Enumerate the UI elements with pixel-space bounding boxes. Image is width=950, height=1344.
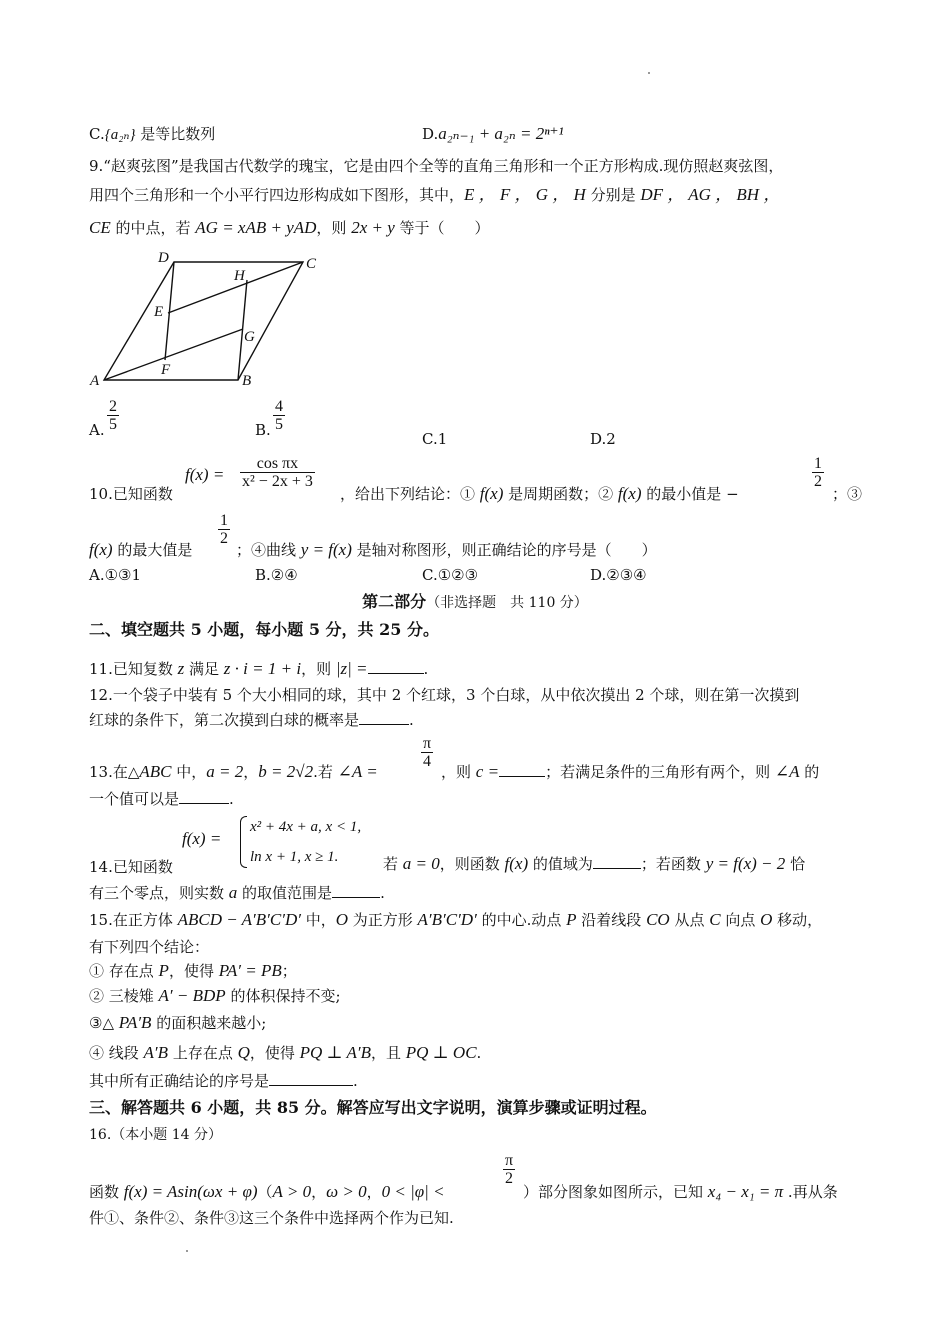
q12-answer-blank[interactable] (359, 724, 409, 725)
q9-option-a: A. $\frac{2}{5}$ (89, 398, 117, 439)
q13-angle-fraction: $\frac{\pi}{4}$ (423, 735, 432, 770)
segment-ag (104, 329, 243, 380)
label-a: A (90, 373, 100, 389)
q9-option-c: C.1 (422, 430, 448, 448)
q14-prefix: 14.已知函数 (89, 858, 173, 876)
q15-answer-blank[interactable] (269, 1085, 353, 1086)
q13-answer-blank-1[interactable] (499, 776, 545, 777)
q11: 11.已知复数 z 满足 z · i = 1 + i，则 |z| = . (89, 659, 429, 678)
q10-prefix: 10.已知函数 (89, 485, 173, 503)
part2-title: 第二部分（非选择题 共 110 分） (362, 592, 588, 611)
section3-heading: 三、解答题共 6 小题，共 85 分。解答应写出文字说明，演算步骤或证明过程。 (89, 1098, 657, 1117)
q15-line1: 15.在正方体 ABCD − A′B′C′D′ 中，O 为正方形 A′B′C′D′ 的中心.动点 P 沿着线段 CO 从点 C 向点 O 移动， (89, 910, 823, 929)
section2-heading: 二、填空题共 5 小题，每小题 5 分，共 25 分。 (89, 620, 439, 639)
q16-phi-fraction: $\frac{\pi}{2}$ (505, 1152, 514, 1187)
q15-statement-1: ① 存在点 P，使得 PA′ = PB； (89, 961, 297, 980)
label-b: B (242, 373, 252, 389)
q9-option-d: D.2 (590, 430, 616, 448)
q8-option-d: D.a₂ₙ₋₁ + a₂ₙ = 2ⁿ⁺¹ (422, 124, 564, 143)
q15-statement-2: ② 三棱雉 A′ − BDP 的体积保持不变; (89, 986, 341, 1005)
q9-figure (88, 248, 328, 393)
q10-option-c: C.①②③ (422, 566, 479, 584)
q14-case1: x² + 4x + a, x < 1, (250, 819, 362, 835)
scan-dot (186, 1250, 188, 1252)
q14-brace (240, 816, 247, 868)
label-d: D (158, 250, 169, 266)
q16-head: 16.（本小题 14 分） (89, 1127, 222, 1143)
q14-line2: 有三个零点，则实数 a 的取值范围是 . (89, 883, 385, 902)
q10-func: f(x) = (185, 465, 225, 484)
q9-line3: CE 的中点，若 AG = xAB + yAD，则 2x + y 等于（ ） (89, 218, 490, 237)
q9-line2: 用四个三角形和一个小平行四边形构成如下图形，其中，E ， F ， G ， H 分别是 DF ， AG ， BH ， (89, 185, 781, 204)
q15-last: 其中所有正确结论的序号是 . (89, 1072, 358, 1090)
q16-line1b: ）部分图象如图所示，已知 x₄ − x₁ = π .再从条 (523, 1182, 838, 1201)
q10-line1-rest: ，给出下列结论：① f(x) 是周期函数；② f(x) 的最小值是 − (340, 484, 739, 503)
q15-statement-4: ④ 线段 A′B 上存在点 Q，使得 PQ ⊥ A′B，且 PQ ⊥ OC. (89, 1043, 482, 1062)
q8-option-c: C.{a₂ₙ} 是等比数列 (89, 125, 216, 143)
q14-case2: ln x + 1, x ≥ 1. (250, 849, 339, 865)
label-c: C (306, 256, 317, 272)
scan-dot (648, 72, 650, 74)
q11-answer-blank[interactable] (368, 673, 424, 674)
label-f: F (161, 362, 171, 378)
q15-line2: 有下列四个结论： (89, 938, 210, 956)
q10-option-a: A.①③1 (89, 566, 142, 584)
label-h: H (234, 268, 245, 284)
q9-option-b: B. $\frac{4}{5}$ (255, 398, 283, 439)
q13-line1a: 13.在△ABC 中，a = 2，b = 2√2.若 ∠A = (89, 762, 378, 781)
q14-func: f(x) = (182, 829, 222, 848)
q14-answer-blank-1[interactable] (593, 868, 641, 869)
q14-answer-blank-2[interactable] (332, 897, 380, 898)
label-e: E (154, 304, 164, 320)
q15-statement-3: ③△ PA′B 的面积越来越小; (89, 1013, 267, 1032)
parallelogram-abcd (104, 262, 303, 380)
q16-line1a: 函数 f(x) = Asin(ωx + φ)（A > 0，ω > 0，0 < |φ| < (89, 1182, 445, 1201)
q9-line1: 9.“赵爽弦图”是我国古代数学的瑰宝，它是由四个全等的直角三角形和一个正方形构成.现仿照赵爽弦图， (89, 157, 784, 175)
q12-line1: 12.一个袋子中装有 5 个大小相同的球，其中 2 个红球，3 个白球，从中依次摸出 2 个球，则在第一次摸到 (89, 686, 800, 704)
q10-option-d: D.②③④ (590, 566, 647, 584)
q10-line2-rest: ；④曲线 y = f(x) 是轴对称图形，则正确结论的序号是（ ） (236, 540, 657, 559)
q13-answer-blank-2[interactable] (179, 803, 229, 804)
q10-max-fraction: $\frac{1}{2}$ (220, 512, 228, 547)
q10-option-b: B.②④ (255, 566, 298, 584)
q12-line2: 红球的条件下，第二次摸到白球的概率是 . (89, 711, 414, 729)
q10-fraction: $\frac{\text{cos πx}}{\text{x² − 2x + 3}}$ (242, 455, 313, 490)
q13-line2: 一个值可以是 . (89, 790, 234, 808)
q16-line2: 件①、条件②、条件③这三个条件中选择两个作为已知. (89, 1209, 454, 1227)
label-g: G (244, 329, 255, 345)
q10-line2: f(x) 的最大值是 (89, 540, 193, 559)
q10-min-fraction: $\frac{1}{2}$ (814, 455, 822, 490)
q13-line1b: ，则 c = ；若满足条件的三角形有两个，则 ∠A 的 (441, 762, 820, 781)
q14-line1: 若 a = 0，则函数 f(x) 的值域为 ；若函数 y = f(x) − 2 恰 (383, 854, 806, 873)
q10-mid4: ；③ (832, 485, 863, 503)
